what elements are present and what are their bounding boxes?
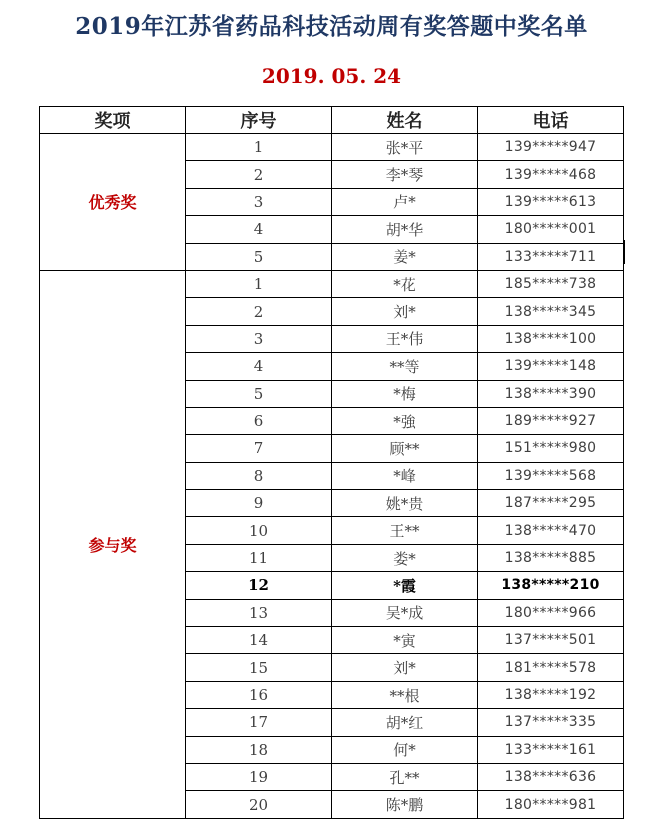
name-cell: 王**: [332, 517, 478, 544]
number-cell: 2: [186, 298, 332, 325]
header-phone: 电话: [478, 107, 624, 134]
number-cell: 3: [186, 188, 332, 215]
phone-cell: 138*****100: [478, 325, 624, 352]
winners-table-body: [40, 134, 624, 819]
phone-cell: 138*****885: [478, 544, 624, 571]
name-cell: *霞: [332, 572, 478, 599]
number-cell: 7: [186, 435, 332, 462]
name-cell: 王*伟: [332, 325, 478, 352]
winners-table: [39, 106, 624, 819]
number-cell: 1: [186, 270, 332, 297]
number-cell: 11: [186, 544, 332, 571]
number-cell: 15: [186, 654, 332, 681]
name-cell: 刘*: [332, 654, 478, 681]
announcement-date: 2019. 05. 24: [261, 64, 402, 88]
page-title: 2019年江苏省药品科技活动周有奖答题中奖名单: [75, 13, 588, 40]
name-cell: *強: [332, 407, 478, 434]
name-cell: *花: [332, 270, 478, 297]
number-cell: 4: [186, 353, 332, 380]
phone-cell: 181*****578: [478, 654, 624, 681]
phone-cell: 138*****192: [478, 681, 624, 708]
phone-cell: 138*****470: [478, 517, 624, 544]
phone-cell: 138*****345: [478, 298, 624, 325]
table-row: [40, 270, 624, 297]
phone-cell: 151*****980: [478, 435, 624, 462]
number-cell: 9: [186, 490, 332, 517]
phone-cell: 139*****568: [478, 462, 624, 489]
name-cell: 陈*鹏: [332, 791, 478, 818]
number-cell: 16: [186, 681, 332, 708]
award-category-cell: 优秀奖: [40, 134, 186, 271]
phone-cell: 189*****927: [478, 407, 624, 434]
phone-cell: 187*****295: [478, 490, 624, 517]
number-cell: 13: [186, 599, 332, 626]
phone-cell: 180*****966: [478, 599, 624, 626]
name-cell: 张*平: [332, 134, 478, 161]
number-cell: 17: [186, 709, 332, 736]
name-cell: **等: [332, 353, 478, 380]
phone-cell: 139*****947: [478, 134, 624, 161]
phone-cell: 133*****161: [478, 736, 624, 763]
table-row: [40, 134, 624, 161]
name-cell: 顾**: [332, 435, 478, 462]
name-cell: *梅: [332, 380, 478, 407]
phone-cell: 137*****501: [478, 627, 624, 654]
name-cell: *峰: [332, 462, 478, 489]
name-cell: 孔**: [332, 763, 478, 790]
name-cell: 刘*: [332, 298, 478, 325]
text-cursor: [623, 240, 625, 264]
phone-cell: 180*****001: [478, 216, 624, 243]
name-cell: 娄*: [332, 544, 478, 571]
header-name: 姓名: [332, 107, 478, 134]
phone-cell: 139*****468: [478, 161, 624, 188]
phone-cell: 138*****636: [478, 763, 624, 790]
phone-cell: 138*****210: [478, 572, 624, 599]
name-cell: 胡*华: [332, 216, 478, 243]
header-award: 奖项: [40, 107, 186, 134]
table-header-row: [40, 107, 624, 134]
number-cell: 5: [186, 380, 332, 407]
phone-cell: 139*****148: [478, 353, 624, 380]
number-cell: 18: [186, 736, 332, 763]
award-category-cell: 参与奖: [40, 270, 186, 818]
number-cell: 2: [186, 161, 332, 188]
number-cell: 1: [186, 134, 332, 161]
phone-cell: 180*****981: [478, 791, 624, 818]
number-cell: 6: [186, 407, 332, 434]
name-cell: 胡*红: [332, 709, 478, 736]
number-cell: 19: [186, 763, 332, 790]
number-cell: 10: [186, 517, 332, 544]
number-cell: 12: [186, 572, 332, 599]
name-cell: 李*琴: [332, 161, 478, 188]
number-cell: 20: [186, 791, 332, 818]
number-cell: 14: [186, 627, 332, 654]
name-cell: 卢*: [332, 188, 478, 215]
number-cell: 8: [186, 462, 332, 489]
phone-cell: 138*****390: [478, 380, 624, 407]
name-cell: 姜*: [332, 243, 478, 270]
header-number: 序号: [186, 107, 332, 134]
phone-cell: 137*****335: [478, 709, 624, 736]
phone-cell: 185*****738: [478, 270, 624, 297]
name-cell: 吴*成: [332, 599, 478, 626]
number-cell: 5: [186, 243, 332, 270]
phone-cell: 139*****613: [478, 188, 624, 215]
number-cell: 4: [186, 216, 332, 243]
name-cell: 姚*贵: [332, 490, 478, 517]
phone-cell: 133*****711: [478, 243, 624, 270]
name-cell: 何*: [332, 736, 478, 763]
number-cell: 3: [186, 325, 332, 352]
name-cell: **根: [332, 681, 478, 708]
name-cell: *寅: [332, 627, 478, 654]
